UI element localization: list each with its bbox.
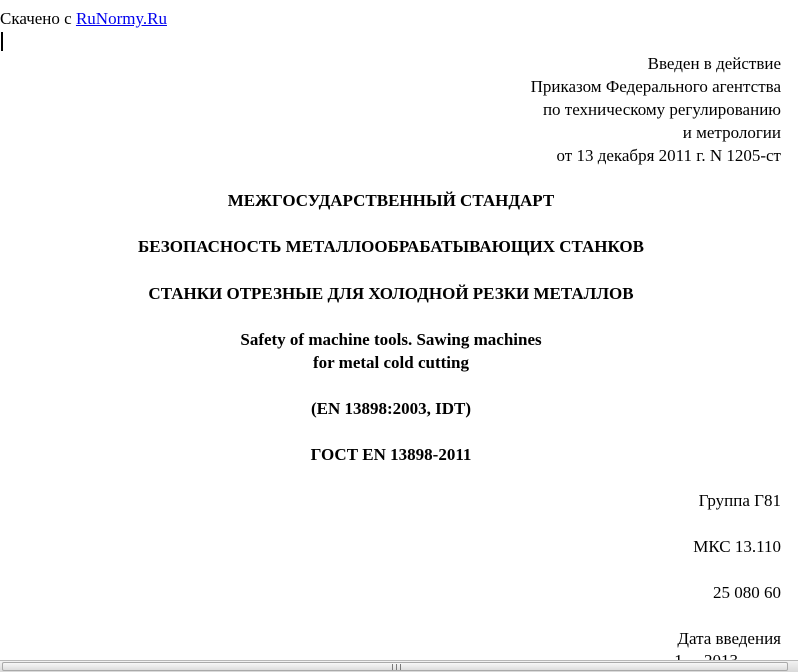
horizontal-scrollbar[interactable]	[0, 660, 798, 672]
text-cursor	[1, 32, 3, 51]
group-label: Группа Г81	[698, 491, 781, 510]
enactment-line: и метрологии	[682, 123, 781, 142]
enactment-line: по техническому регулированию	[542, 100, 781, 119]
equivalence-label: (EN 13898:2003, IDT)	[310, 399, 472, 418]
runormy-link[interactable]: RuNormy.Ru	[75, 9, 167, 28]
grip-icon	[392, 664, 401, 670]
mks-label: МКС 13.110	[693, 537, 781, 556]
standard-type-heading: МЕЖГОСУДАРСТВЕННЫЙ СТАНДАРТ	[227, 191, 555, 210]
english-title	[0, 328, 782, 374]
enactment-line: от 13 декабря 2011 г. N 1205-ст	[556, 146, 781, 165]
scrollbar-thumb[interactable]	[2, 662, 788, 671]
enactment-block	[531, 52, 781, 167]
english-title-line: for metal cold cutting	[313, 353, 469, 372]
intro-date-label: Дата введения	[677, 629, 781, 648]
source-prefix: Скачено с	[0, 9, 76, 28]
enactment-line: Введен в действие	[647, 54, 781, 73]
standard-subtitle-heading: СТАНКИ ОТРЕЗНЫЕ ДЛЯ ХОЛОДНОЙ РЕЗКИ МЕТАЛЛОВ	[148, 284, 634, 303]
standard-title-heading: БЕЗОПАСНОСТЬ МЕТАЛЛООБРАБАТЫВАЮЩИХ СТАНКОВ	[138, 237, 644, 256]
english-title-line: Safety of machine tools. Sawing machines	[240, 330, 542, 349]
standard-designation: ГОСТ EN 13898-2011	[310, 445, 472, 464]
okp-code: 25 080 60	[713, 583, 781, 602]
source-line	[0, 7, 167, 30]
enactment-line: Приказом Федерального агентства	[530, 77, 781, 96]
